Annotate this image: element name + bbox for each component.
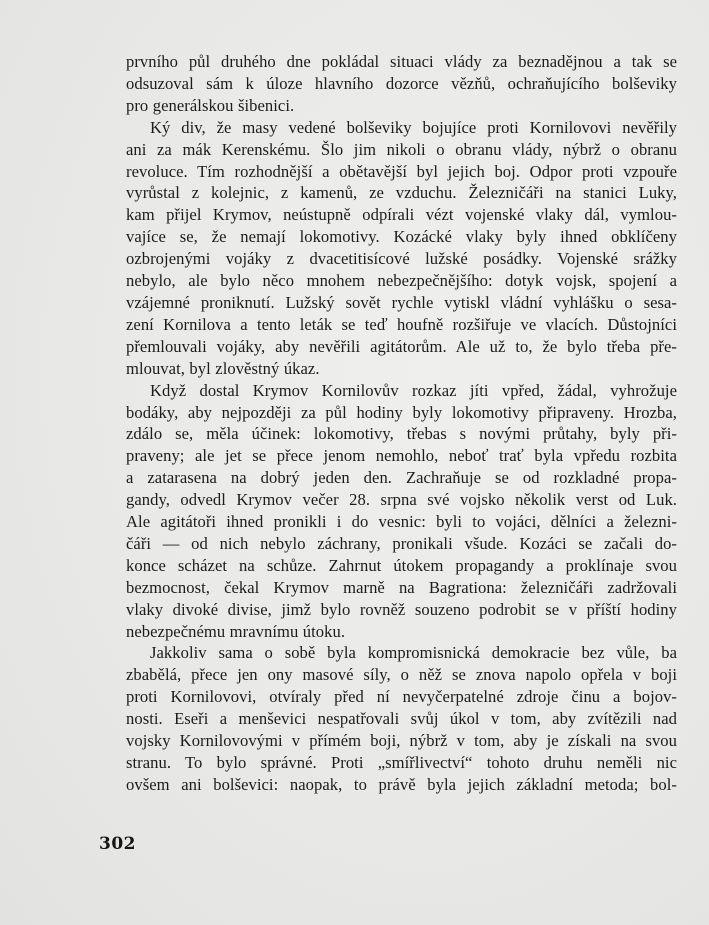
text-line: vyrůstal z kolejnic, z kamenů, ze vzduchu. Železničáři na stanici Luky, [126, 183, 677, 203]
text-line: kam přijel Krymov, neústupně odpírali vézt vojenské vlaky dál, vymlou- [126, 205, 677, 225]
text-line: zbabělá, přece jen ony masové síly, o něž se znova napolo opřela v boji [126, 665, 677, 685]
paragraph-3 [126, 380, 677, 643]
text-line: Když dostal Krymov Kornilovův rozkaz jíti vpřed, žádal, vyhrožuje [150, 380, 677, 400]
text-line: bezmocnost, čekal Krymov marně na Bagrationa: železničáři zadržovali [126, 577, 677, 597]
text-line: ozbrojenými vojáky z dvacetitisícové lužské posádky. Vojenské srážky [126, 249, 677, 269]
text-line: nebylo, ale bylo něco mnohem nebezpečnějšího: dotyk vojsk, spojení a [126, 271, 677, 291]
text-line: a zatarasena na dobrý jeden den. Zachraňuje se od rozkladné propa- [126, 468, 677, 488]
text-line: čáři — od nich nebylo záchrany, pronikali všude. Kozáci se začali do- [126, 533, 677, 553]
text-line: bodáky, aby nejpozději za půl hodiny byly lokomotivy připraveny. Hrozba, [126, 402, 677, 422]
text-line: nosti. Eseři a menševici nespatřovali svůj úkol v tom, aby zvítězili nad [126, 709, 677, 729]
text-line: zení Kornilova a tento leták se teď houfně rozšiřuje ve vlacích. Důstojníci [126, 314, 677, 334]
text-line: ani za mák Kerenskému. Šlo jim nikoli o obranu vlády, nýbrž o obranu [126, 139, 677, 159]
paragraph-4 [126, 642, 677, 795]
text-line: praveny; ale jet se přece jenom nemohlo, neboť trať byla vpředu rozbita [126, 446, 677, 466]
text-line: vojsky Kornilovovými v přímém boji, nýbrž v tom, aby je získali na svou [126, 731, 677, 751]
paragraph-1 [126, 51, 677, 117]
text-line: pro generálskou šibenici. [126, 95, 295, 115]
paragraph-2 [126, 117, 677, 380]
text-line: revoluce. Tím rozhodnější a obětavější byl jejich boj. Odpor proti vzpouře [126, 161, 677, 181]
text-line: vzájemné proniknutí. Lužský sovět rychle vytiskl vládní vyhlášku o sesa- [126, 292, 677, 312]
text-line: zdálo se, měla účinek: lokomotivy, třebas s novými průtahy, byly při- [126, 424, 677, 444]
page-number: 302 [99, 834, 136, 854]
text-line: přemlouvali vojáky, aby nevěřili agitátorům. Ale už to, že bylo třeba pře- [126, 336, 677, 356]
text-line: Ký div, že masy vedené bolševiky bojujíce proti Kornilovovi nevěřily [150, 117, 677, 137]
text-line: gandy, odvedl Krymov večer 28. srpna své vojsko několik verst od Luk. [126, 490, 677, 510]
body-text [126, 51, 677, 796]
text-line: konce scházet na schůze. Zahrnut útokem propagandy a proklínaje svou [126, 555, 677, 575]
text-line: Jakkoliv sama o sobě byla kompromisnická demokracie bez vůle, ba [150, 643, 677, 663]
text-line: proti Kornilovovi, otvíraly před ní nevyčerpatelné zdroje činu a bojov- [126, 687, 677, 707]
text-line: stranu. To bylo správné. Proti „smířlivectví“ tohoto druhu neměli nic [126, 753, 677, 772]
text-line: prvního půl druhého dne pokládal situaci vlády za beznadějnou a tak se [126, 52, 677, 71]
text-line: mlouvat, byl zlověstný úkaz. [126, 358, 320, 378]
text-line: ovšem ani bolševici: naopak, to právě byla jejich základní metoda; bol- [126, 774, 677, 794]
text-line: Ale agitátoři ihned pronikli i do vesnic: byli to vojáci, dělníci a železni- [126, 512, 677, 532]
text-line: vlaky divoké divise, jimž bylo rovněž souzeno podrobit se v příští hodiny [126, 599, 677, 619]
text-line: odsuzoval sám k úloze hlavního dozorce vězňů, ochraňujícího bolševiky [126, 73, 677, 93]
text-line: nebezpečnému mravnímu útoku. [126, 621, 346, 641]
text-line: vajíce se, že nemají lokomotivy. Kozácké vlaky byly ihned obklíčeny [126, 227, 677, 247]
